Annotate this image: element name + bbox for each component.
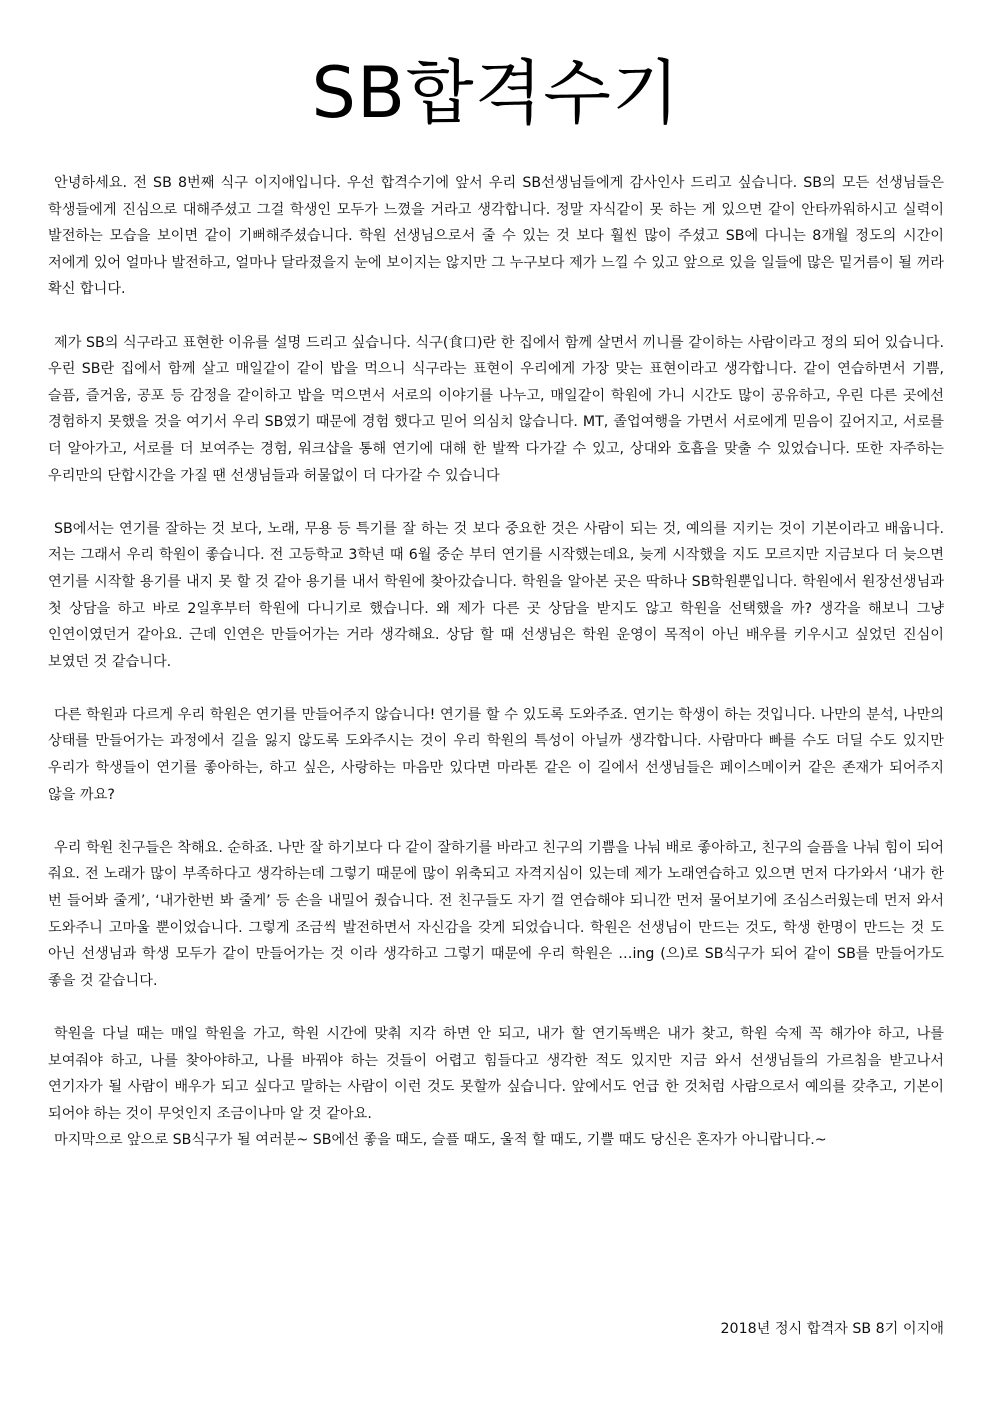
paragraph-spacer (48, 489, 944, 516)
paragraph-spacer (48, 994, 944, 1021)
paragraph-family-meaning: 제가 SB의 식구라고 표현한 이유를 설명 드리고 싶습니다. 식구(食口)란 한 집에서 함께 살면서 끼니를 같이하는 사람이라고 정의 되어 있습니다. 우린 SB란 집에서 함께 살고 매일같이 같이 밥을 먹으니 식구라는 표현이 우리에게 가장 맞는 표현이라고 생각합니다. 같이 연습하면서 기쁨, 슬픔, 즐거움, 공포 등 감정을 같이하고 밥을 먹으면서 서로의 이야기를 나누고, 매일같이 학원에 가니 시간도 많이 공유하고, 우린 다른 곳에선 경험하지 못했을 것을 여기서 우리 SB였기 때문에 경험 했다고 믿어 의심치 않습니다. MT, 졸업여행을 가면서 서로에게 믿음이 깊어지고, 서로를 더 알아가고, 서로를 더 보여주는 경험, 워크샵을 통해 연기에 대해 한 발짝 다가갈 수 있고, 상대와 호흡을 맞출 수 있었습니다. 또한 자주하는 우리만의 단합시간을 가질 땐 선생님들과 허물없이 더 다가갈 수 있습니다 (48, 334, 944, 484)
document-title: SB합격수기 (311, 52, 681, 134)
document-body (48, 170, 944, 1154)
paragraph-spacer (48, 808, 944, 835)
paragraph-teaching-style: 다른 학원과 다르게 우리 학원은 연기를 만들어주지 않습니다! 연기를 할 수 있도록 도와주죠. 연기는 학생이 하는 것입니다. 나만의 분석, 나만의 상태를 만들어가는 과정에서 길을 잃지 않도록 도와주시는 것이 우리 학원의 특성이 아닐까 생각합니다. 사람마다 빠를 수도 더딜 수도 있지만 우리가 학생들이 연기를 좋아하는, 하고 싶은, 사랑하는 마음만 있다면 마라톤 같은 이 길에서 선생님들은 페이스메이커 같은 존재가 되어주지 않을 까요? (48, 706, 944, 803)
paragraph-discipline: 학원을 다닐 때는 매일 학원을 가고, 학원 시간에 맞춰 지각 하면 안 되고, 내가 할 연기독백은 내가 찾고, 학원 숙제 꼭 해가야 하고, 나를 보여줘야 하고, 나를 찾아야하고, 나를 바꿔야 하는 것들이 어렵고 힘들다고 생각한 적도 있지만 지금 와서 선생님들의 가르침을 받고나서 연기자가 될 사람이 배우가 되고 싶다고 말하는 사람이 이런 것도 못할까 싶습니다. 앞에서도 언급 한 것처럼 사람으로서 예의를 갖추고, 기본이 되어야 하는 것이 무엇인지 조금이나마 알 것 같아요. (48, 1026, 944, 1122)
paragraph-greeting: 안녕하세요. 전 SB 8번째 식구 이지애입니다. 우선 합격수기에 앞서 우리 SB선생님들에게 감사인사 드리고 싶습니다. SB의 모든 선생님들은 학생들에게 진심으로 대해주셨고 그걸 학생인 모두가 느꼈을 거라고 생각합니다. 정말 자식같이 못 하는 게 있으면 같이 안타까워하시고 실력이 발전하는 모습을 보이면 같이 기뻐해주셨습니다. 학원 선생님으로서 줄 수 있는 것 보다 훨씬 많이 주셨고 SB에 다니는 8개월 정도의 시간이 저에게 있어 얼마나 발전하고, 얼마나 달라졌을지 눈에 보이지는 않지만 그 누구보다 제가 느낄 수 있고 앞으로 있을 일들에 많은 밑거름이 될 꺼라 확신 합니다. (48, 175, 944, 298)
paragraph-friends: 우리 학원 친구들은 착해요. 순하죠. 나만 잘 하기보다 다 같이 잘하기를 바라고 친구의 기쁨을 나눠 배로 좋아하고, 친구의 슬픔을 나눠 힘이 되어 줘요. 전 노래가 많이 부족하다고 생각하는데 그렇기 때문에 많이 위축되고 자격지심이 있는데 제가 노래연습하고 있으면 먼저 다가와서 ‘내가 한 번 들어봐 줄게’, ‘내가한번 봐 줄게’ 등 손을 내밀어 줬습니다. 전 친구들도 자기 껄 연습해야 되니깐 먼저 물어보기에 조심스러웠는데 먼저 와서 도와주니 고마울 뿐이었습니다. 그렇게 조금씩 발전하면서 자신감을 갖게 되었습니다. 학원은 선생님이 만드는 것도, 학생 한명이 만드는 것 도 아닌 선생님과 학생 모두가 같이 만들어가는 것 이라 생각하고 그렇기 때문에 우리 학원은 …ing (으)로 SB식구가 되어 같이 SB를 만들어가도 좋을 것 같습니다. (48, 839, 944, 989)
author-signature: 2018년 정시 합격자 SB 8기 이지애 (720, 1321, 944, 1337)
paragraph-closing: 마지막으로 앞으로 SB식구가 될 여러분~ SB에선 좋을 때도, 슬플 때도, 울적 할 때도, 기쁠 때도 당신은 혼자가 아니랍니다.~ (54, 1132, 827, 1149)
paragraph-spacer (48, 675, 944, 702)
paragraph-spacer (48, 303, 944, 330)
paragraph-values: SB에서는 연기를 잘하는 것 보다, 노래, 무용 등 특기를 잘 하는 것 보다 중요한 것은 사람이 되는 것, 예의를 지키는 것이 기본이라고 배웁니다. 저는 그래서 우리 학원이 좋습니다. 전 고등학교 3학년 때 6월 중순 부터 연기를 시작했는데요, 늦게 시작했을 지도 모르지만 지금보다 더 늦으면 연기를 시작할 용기를 내지 못 할 것 같아 용기를 내서 학원에 찾아갔습니다. 학원을 알아본 곳은 딱하나 SB학원뿐입니다. 학원에서 원장선생님과 첫 상담을 하고 바로 2일후부터 학원에 다니기로 했습니다. 왜 제가 다른 곳 상담을 받지도 않고 학원을 선택했을 까? 생각을 해보니 그냥 인연이였던거 같아요. 근데 인연은 만들어가는 거라 생각해요. 상담 할 때 선생님은 학원 운영이 목적이 아닌 배우를 키우시고 싶었던 진심이 보였던 것 같습니다. (48, 520, 944, 670)
